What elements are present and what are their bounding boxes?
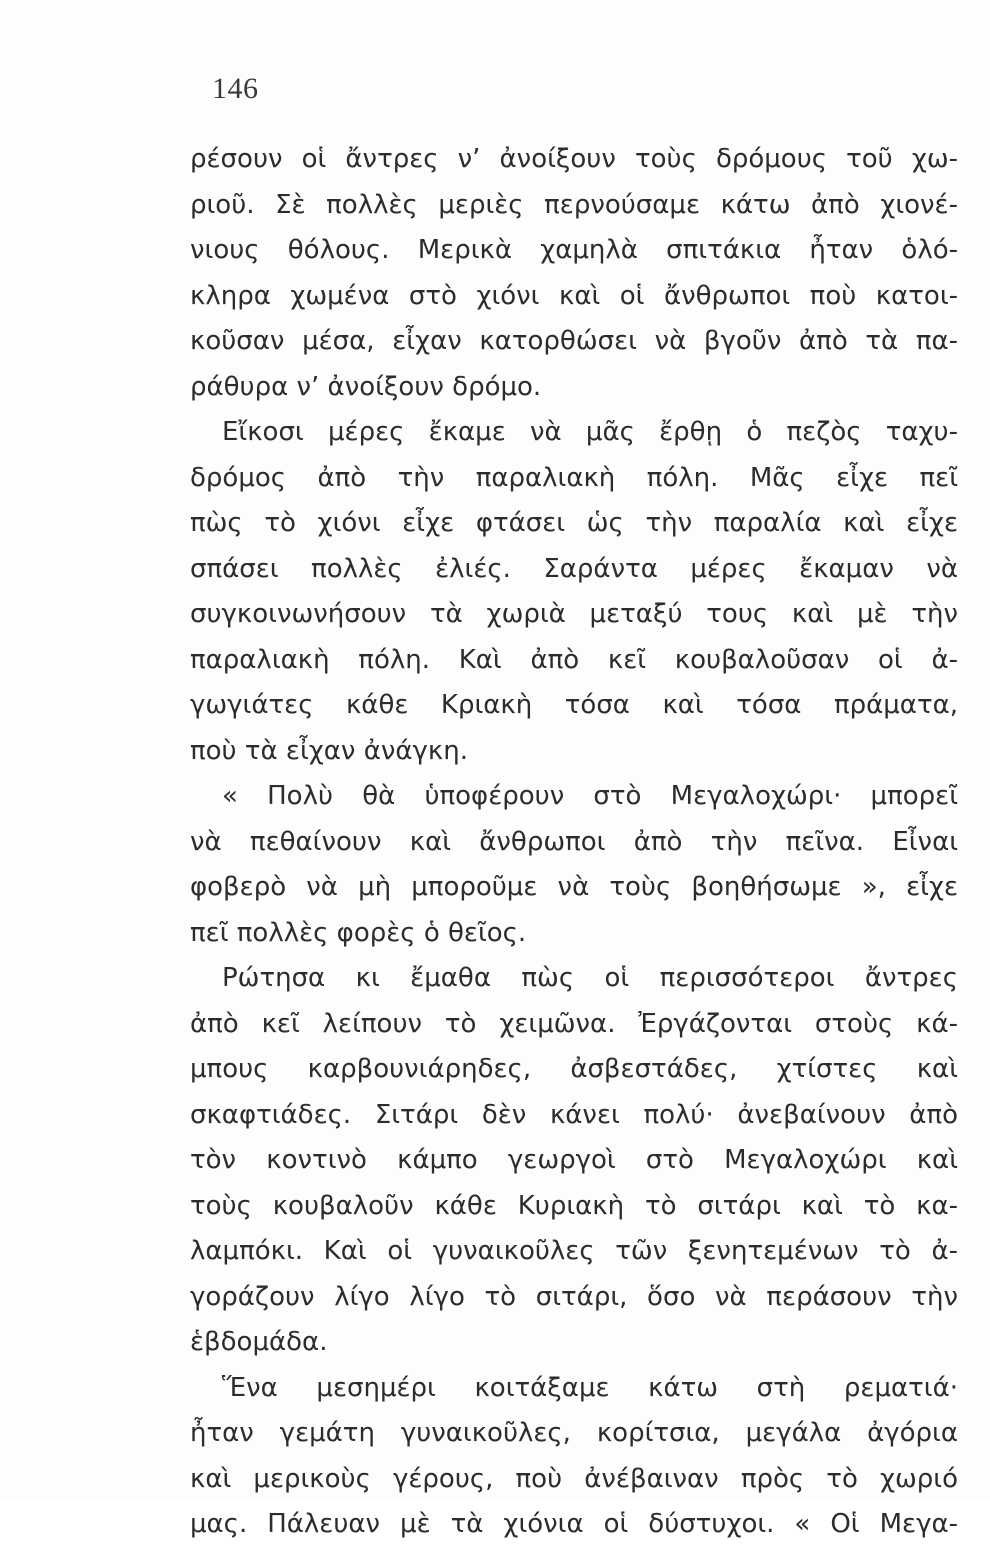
text-line: Εἴκοσι μέρες ἔκαμε νὰ μᾶς ἔρθῃ ὁ πεζὸς ταχυ- <box>222 417 958 447</box>
text-line: μπους καρβουνιάρηδες, ἀσβεστάδες, χτίστες καὶ <box>190 1054 958 1084</box>
text-line: μας. Πάλευαν μὲ τὰ χιόνια οἱ δύστυχοι. « Οἱ Μεγα- <box>190 1509 958 1539</box>
text-line: πὼς τὸ χιόνι εἶχε φτάσει ὡς τὴν παραλία καὶ εἶχε <box>190 508 958 538</box>
text-line: νιους θόλους. Μερικὰ χαμηλὰ σπιτάκια ἦταν ὁλό- <box>190 235 958 265</box>
text-line: δρόμος ἀπὸ τὴν παραλιακὴ πόλη. Μᾶς εἶχε πεῖ <box>190 462 958 493</box>
text-line: ἦταν γεμάτη γυναικοῦλες, κορίτσια, μεγάλα ἀγόρια <box>190 1418 958 1448</box>
text-line: σκαφτιάδες. Σιτάρι δὲν κάνει πολύ· ἀνεβαίνουν ἀπὸ <box>190 1099 958 1130</box>
page-number: 146 <box>212 72 259 105</box>
text-line: σπάσει πολλὲς ἐλιές. Σαράντα μέρες ἔκαμαν νὰ <box>190 553 958 584</box>
text-line: γωγιάτες κάθε Κριακὴ τόσα καὶ τόσα πράματα, <box>190 690 958 720</box>
text-line: ριοῦ. Σὲ πολλὲς μεριὲς περνούσαμε κάτω ἀπὸ χιονέ- <box>190 189 958 220</box>
text-line: πεῖ πολλὲς φορὲς ὁ θεῖος. <box>190 917 527 948</box>
text-line: νὰ πεθαίνουν καὶ ἄνθρωποι ἀπὸ τὴν πεῖνα. Εἶναι <box>190 826 958 857</box>
text-line: Ρώτησα κι ἔμαθα πὼς οἱ περισσότεροι ἄντρες <box>222 963 958 993</box>
text-line: τὸν κοντινὸ κάμπο γεωργοὶ στὸ Μεγαλοχώρι καὶ <box>190 1145 958 1175</box>
text-line: γοράζουν λίγο λίγο τὸ σιτάρι, ὅσο νὰ περάσουν τὴν <box>190 1281 958 1312</box>
text-line: λαμπόκι. Καὶ οἱ γυναικοῦλες τῶν ξενητεμένων τὸ ἀ- <box>190 1236 958 1266</box>
body-text <box>190 137 958 1548</box>
text-line: ἀπὸ κεῖ λείπουν τὸ χειμῶνα. Ἐργάζονται στοὺς κά- <box>190 1008 958 1039</box>
text-line: ἑβδομάδα. <box>190 1327 328 1357</box>
text-line: καὶ μερικοὺς γέρους, ποὺ ἀνέβαιναν πρὸς τὸ χωριό <box>190 1463 958 1494</box>
text-line: ρέσουν οἱ ἄντρες ν’ ἀνοίξουν τοὺς δρόμους τοῦ χω- <box>190 144 958 174</box>
text-line: ράθυρα ν’ ἀνοίξουν δρόμο. <box>190 371 542 402</box>
text-line: παραλιακὴ πόλη. Καὶ ἀπὸ κεῖ κουβαλοῦσαν οἱ ἀ- <box>190 644 958 675</box>
text-line: « Πολὺ θὰ ὑποφέρουν στὸ Μεγαλοχώρι· μπορεῖ <box>222 781 958 811</box>
text-line: τοὺς κουβαλοῦν κάθε Κυριακὴ τὸ σιτάρι καὶ τὸ κα- <box>190 1190 958 1221</box>
text-line: κοῦσαν μέσα, εἶχαν κατορθώσει νὰ βγοῦν ἀπὸ τὰ πα- <box>190 326 958 356</box>
text-line: κληρα χωμένα στὸ χιόνι καὶ οἱ ἄνθρωποι ποὺ κατοι- <box>190 280 958 311</box>
text-line: Ἕνα μεσημέρι κοιτάξαμε κάτω στὴ ρεματιά· <box>222 1372 958 1403</box>
text-line: συγκοινωνήσουν τὰ χωριὰ μεταξύ τους καὶ μὲ τὴν <box>190 599 958 629</box>
text-line: φοβερὸ νὰ μὴ μποροῦμε νὰ τοὺς βοηθήσωμε », εἶχε <box>190 872 958 902</box>
text-line: ποὺ τὰ εἶχαν ἀνάγκη. <box>190 735 468 766</box>
